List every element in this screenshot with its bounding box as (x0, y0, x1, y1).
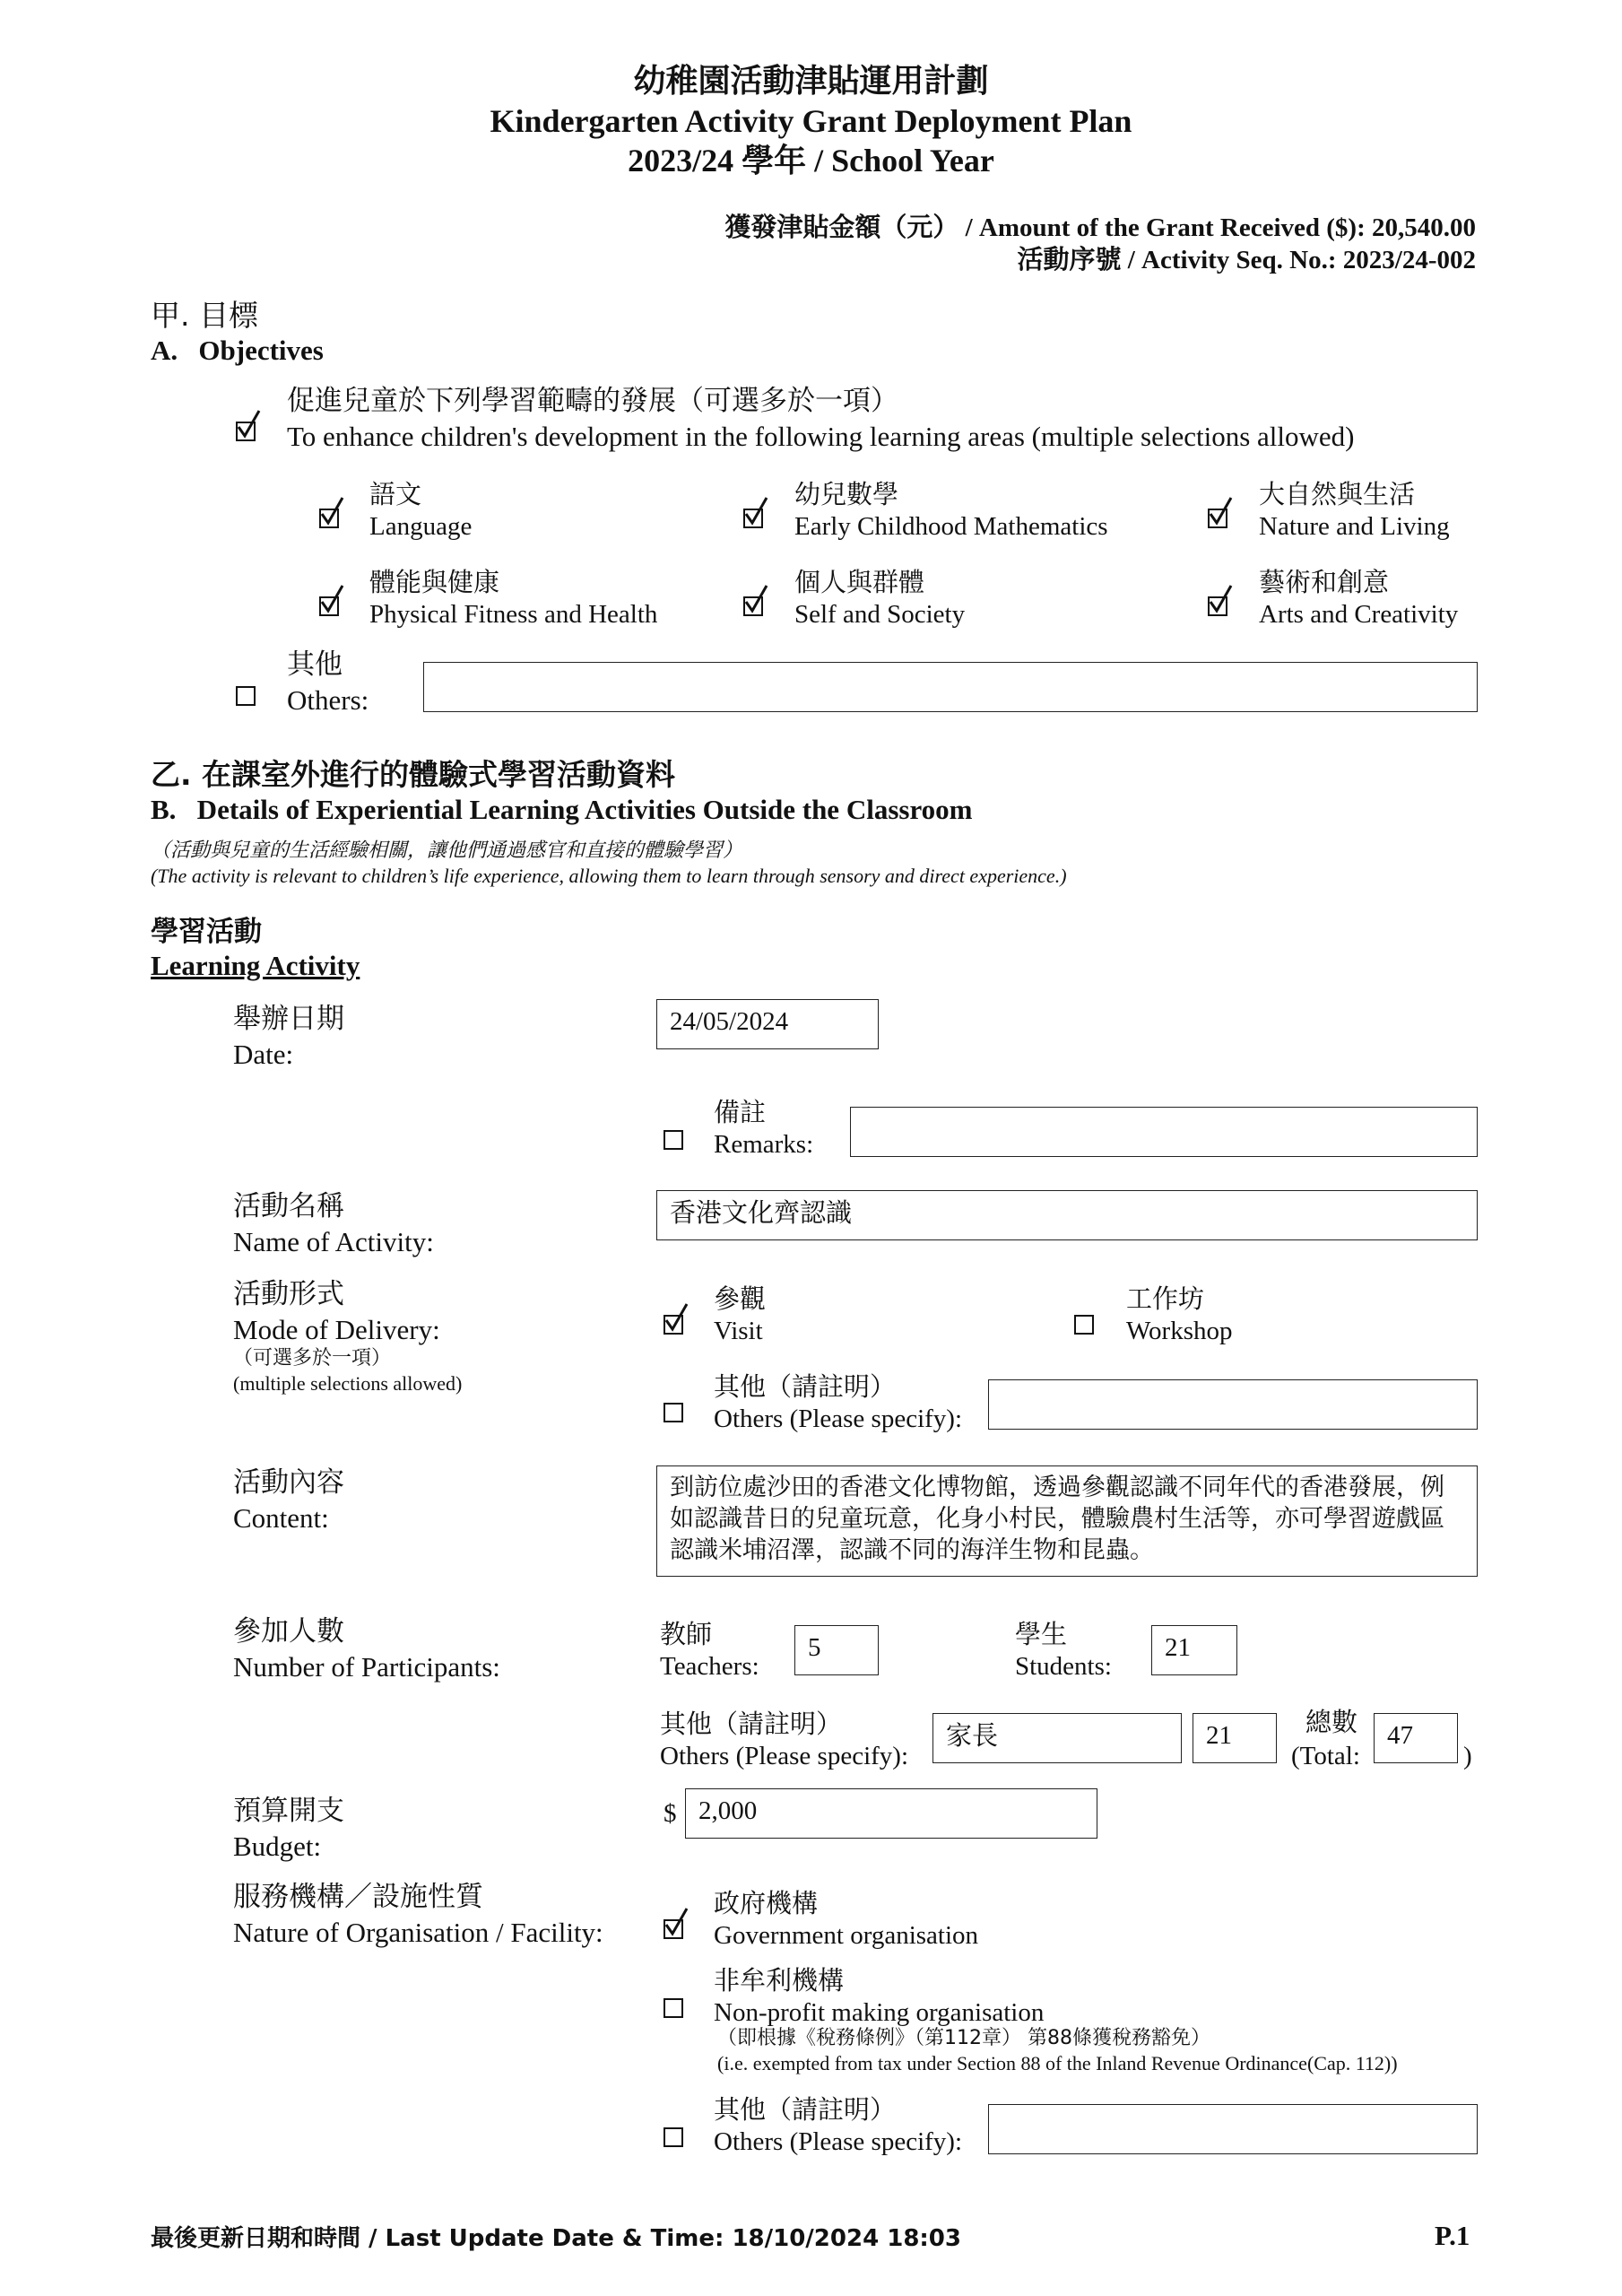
content-field[interactable]: 到訪位處沙田的香港文化博物館，透過參觀認識不同年代的香港發展，例如認識昔日的兒童玩意，化身小村民，體驗農村生活等，亦可學習遊戲區認識米埔沼澤，認識不同的海洋生物和昆蟲。 (656, 1465, 1478, 1577)
visit-checkbox[interactable] (664, 1315, 683, 1335)
checkmark-icon (743, 496, 770, 528)
section-b-heading-zh: 乙. 在課室外進行的體驗式學習活動資料 (151, 757, 676, 792)
area-physical-checkbox[interactable] (319, 596, 339, 616)
remarks-label-en: Remarks: (714, 1130, 814, 1159)
workshop-checkbox[interactable] (1074, 1315, 1094, 1335)
org-others-label-zh: 其他（請註明） (714, 2094, 897, 2125)
npo-note-zh: （即根據《稅務條例》（第112章） 第88條獲稅務豁免） (717, 2027, 1210, 2049)
total-count-field[interactable]: 47 (1374, 1713, 1458, 1763)
area-physical-en: Physical Fitness and Health (369, 600, 658, 629)
date-label-en: Date: (233, 1039, 294, 1070)
section-a-heading-zh: 甲. 目標 (151, 298, 258, 333)
npo-checkbox[interactable] (664, 1998, 683, 2018)
checkmark-icon (743, 584, 770, 616)
grant-amount: 獲發津貼金額（元） / Amount of the Grant Received ($): 20,540.00 (724, 213, 1476, 242)
title-zh: 幼稚園活動津貼運用計劃 (633, 63, 989, 100)
participants-label-zh: 參加人數 (233, 1615, 344, 1648)
org-label-zh: 服務機構／設施性質 (233, 1881, 483, 1913)
gov-org-label-zh: 政府機構 (714, 1888, 819, 1918)
area-math-zh: 幼兒數學 (794, 479, 899, 509)
content-label-zh: 活動內容 (233, 1466, 344, 1499)
participants-others-label-en: Others (Please specify): (660, 1742, 909, 1770)
mode-label-en: Mode of Delivery: (233, 1314, 440, 1345)
last-update: 最後更新日期和時間 / Last Update Date & Time: 18/10/2024 18:03 (151, 2225, 961, 2252)
mode-others-label-en: Others (Please specify): (714, 1405, 963, 1433)
remarks-label-zh: 備註 (714, 1097, 767, 1127)
teachers-count-field[interactable]: 5 (794, 1625, 879, 1675)
section-b-note-zh: （活動與兒童的生活經驗相關，讓他們通過感官和直接的體驗學習） (151, 839, 743, 862)
activity-name-label-en: Name of Activity: (233, 1226, 434, 1257)
remarks-input[interactable] (850, 1107, 1478, 1157)
npo-label-zh: 非牟利機構 (714, 1965, 845, 1996)
gov-org-checkbox[interactable] (664, 1919, 683, 1939)
activity-name-label-zh: 活動名稱 (233, 1190, 344, 1222)
date-label-zh: 舉辦日期 (233, 1003, 344, 1035)
mode-others-label-zh: 其他（請註明） (714, 1371, 897, 1402)
area-math-en: Early Childhood Mathematics (794, 512, 1108, 541)
budget-field[interactable]: 2,000 (685, 1788, 1097, 1839)
gov-org-label-en: Government organisation (714, 1921, 979, 1950)
budget-currency: $ (664, 1799, 677, 1828)
objectives-others-zh: 其他 (287, 648, 343, 681)
area-physical-zh: 體能與健康 (369, 567, 500, 597)
area-nature-checkbox[interactable] (1208, 509, 1227, 528)
total-close-paren: ) (1463, 1742, 1472, 1770)
section-b-heading-en: B. Details of Experiential Learning Activities Outside the Classroom (151, 794, 973, 825)
participants-label-en: Number of Participants: (233, 1651, 500, 1683)
students-label-en: Students: (1015, 1652, 1112, 1681)
area-math-checkbox[interactable] (743, 509, 763, 528)
enhance-label-zh: 促進兒童於下列學習範疇的發展（可選多於一項） (287, 385, 898, 417)
school-year: 2023/24 學年 / School Year (628, 143, 994, 178)
area-arts-checkbox[interactable] (1208, 596, 1227, 616)
content-label-en: Content: (233, 1502, 329, 1534)
area-language-checkbox[interactable] (319, 509, 339, 528)
page-number: P.1 (1435, 2220, 1470, 2251)
participants-others-name-field[interactable]: 家長 (932, 1713, 1182, 1763)
objectives-others-en: Others: (287, 684, 369, 716)
checkmark-icon (1208, 584, 1235, 616)
area-arts-en: Arts and Creativity (1259, 600, 1459, 629)
checkmark-icon (1208, 496, 1235, 528)
section-b-note-en: (The activity is relevant to children’s life experience, allowing them to learn through sensory and direct experience.) (151, 865, 1067, 887)
section-a-heading-en: A. Objectives (151, 335, 324, 366)
workshop-label-en: Workshop (1126, 1317, 1233, 1345)
date-field[interactable]: 24/05/2024 (656, 999, 879, 1049)
checkmark-icon (319, 584, 346, 616)
mode-note-en: (multiple selections allowed) (233, 1372, 463, 1395)
area-language-en: Language (369, 512, 473, 541)
npo-label-en: Non-profit making organisation (714, 1998, 1045, 2027)
enhance-label-en: To enhance children's development in the following learning areas (multiple selections allowed) (287, 421, 1355, 452)
mode-note-zh: （可選多於一項） (233, 1347, 392, 1370)
teachers-label-zh: 教師 (660, 1619, 713, 1649)
objectives-others-checkbox[interactable] (236, 686, 256, 706)
visit-label-zh: 參觀 (714, 1283, 767, 1314)
participants-others-count-field[interactable]: 21 (1193, 1713, 1277, 1763)
enhance-checkbox[interactable] (236, 422, 256, 441)
mode-others-checkbox[interactable] (664, 1403, 683, 1422)
org-others-input[interactable] (988, 2104, 1478, 2154)
checkmark-icon (236, 409, 263, 441)
mode-label-zh: 活動形式 (233, 1278, 344, 1310)
visit-label-en: Visit (714, 1317, 763, 1345)
workshop-label-zh: 工作坊 (1126, 1283, 1205, 1314)
budget-label-en: Budget: (233, 1831, 322, 1862)
participants-others-label-zh: 其他（請註明） (660, 1709, 843, 1739)
title-en: Kindergarten Activity Grant Deployment Plan (490, 103, 1132, 139)
npo-note-en: (i.e. exempted from tax under Section 88 of the Inland Revenue Ordinance(Cap. 112)) (717, 2052, 1398, 2074)
checkmark-icon (319, 496, 346, 528)
checkmark-icon (664, 1907, 690, 1939)
org-label-en: Nature of Organisation / Facility: (233, 1917, 603, 1948)
total-label-zh: 總數 (1305, 1707, 1358, 1737)
activity-name-field[interactable]: 香港文化齊認識 (656, 1190, 1478, 1240)
students-count-field[interactable]: 21 (1151, 1625, 1237, 1675)
mode-others-input[interactable] (988, 1379, 1478, 1430)
area-nature-en: Nature and Living (1259, 512, 1450, 541)
area-self-en: Self and Society (794, 600, 966, 629)
activity-seq: 活動序號 / Activity Seq. No.: 2023/24-002 (1017, 246, 1476, 274)
teachers-label-en: Teachers: (660, 1652, 759, 1681)
students-label-zh: 學生 (1015, 1619, 1068, 1649)
learning-activity-en: Learning Activity (151, 950, 360, 981)
area-nature-zh: 大自然與生活 (1259, 479, 1416, 509)
area-arts-zh: 藝術和創意 (1259, 567, 1390, 597)
area-self-zh: 個人與群體 (794, 567, 925, 597)
area-self-checkbox[interactable] (743, 596, 763, 616)
org-others-checkbox[interactable] (664, 2127, 683, 2147)
area-language-zh: 語文 (369, 479, 422, 509)
remarks-checkbox[interactable] (664, 1130, 683, 1150)
total-label-en: (Total: (1291, 1742, 1360, 1770)
org-others-label-en: Others (Please specify): (714, 2127, 963, 2156)
budget-label-zh: 預算開支 (233, 1795, 344, 1827)
learning-activity-zh: 學習活動 (151, 916, 262, 948)
checkmark-icon (664, 1302, 690, 1335)
objectives-others-input[interactable] (423, 662, 1478, 712)
